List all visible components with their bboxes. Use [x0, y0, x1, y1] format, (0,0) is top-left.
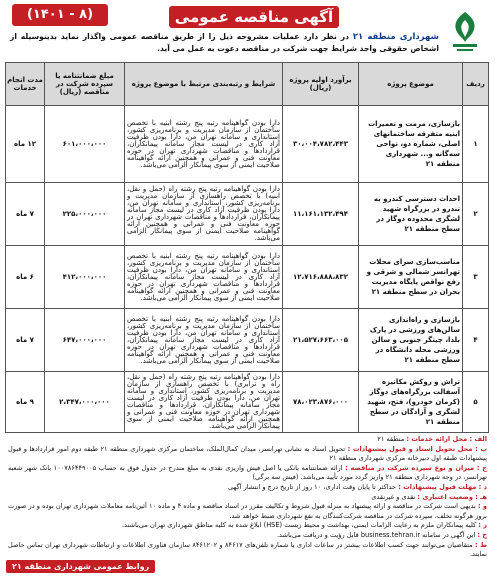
initial-estimate: ۱۲،۷۱۶،۸۸۸،۸۳۲: [283, 246, 359, 309]
ad-title: آگهی مناقصه عمومی: [169, 6, 339, 28]
col-header-duration: مدت انجام خدمات: [6, 63, 45, 106]
note-item: و : بدیهی است شرکت در مناقصه و ارائه پیشنهاد به منزله قبول شروط و تکالیف مقرر در اسناد مناقصه و ماده ۴ و ماده ۱۰ آئین‌نامه معاملات شهرداری تهران بوده و در صورت بروز هرگونه تخلف، سپرده شرکت در مناقصه شرکت‌کنندگان به نفع شهرداری ضبط خواهد شد.: [8, 502, 488, 520]
note-item: ز : کلیه پیمانکاران ملزم به رعایت الزامات ایمنی، بهداشت و محیط زیست (HSE) ابلاغ شده به کلیه مناطق شهرداری تهران می‌باشند.: [121, 521, 487, 530]
row-number: ۳: [463, 246, 489, 309]
service-duration: ۶ ماه: [6, 246, 45, 309]
row-number: ۵: [463, 372, 489, 433]
ad-number-badge: (۸ - ۱۴۰۱): [12, 4, 108, 26]
bid-guarantee: ۴۱۲،۰۰۰،۰۰۰: [45, 246, 125, 309]
bid-guarantee: ۲۲۵،۰۰۰،۰۰۰: [45, 183, 125, 246]
initial-estimate: ۱۱،۱۶۱،۱۳۲،۴۹۴: [283, 183, 359, 246]
project-subject: تراش و روکش مکانیزه آسفالت بزرگراه‌های دوگاز (کرمان خودرو)، فتح، شهید لشگری و آزادگان در سطح منطقه ۲۱: [359, 372, 463, 433]
table-row: [6, 309, 489, 372]
tehran-municipality-logo-icon: [443, 8, 487, 54]
public-relations-signature: روابط عمومی شهرداری منطقه ۲۱: [6, 560, 155, 573]
bid-guarantee: ۶۴۷،۰۰۰،۰۰۰: [45, 309, 125, 372]
eligibility-conditions: دارا بودن گواهینامه رتبه پنج رشته راه (حمل و نقل، ابنیه) با تخصص راهسازی از سازمان مدیریت و برنامه‌ریزی کشور، استانداری و سامانه تهران من، دارا بودن ظرفیت آزاد کاری در لیست مجاز سامانه پیمانکاران، قراردادها و مناقصات شهرداری تهران در حوزه معاونت فنی و عمرانی و همچنین ارائه گواهینامه صلاحیت ایمنی از سوی پیمانکار الزامی می‌باشد.: [125, 183, 283, 246]
tender-table: [5, 62, 489, 433]
bid-guarantee: ۲،۳۴۷،۰۰۰،۰۰۰: [45, 372, 125, 433]
eligibility-conditions: دارا بودن گواهینامه رتبه پنج رشته ابنیه با تخصص ساختمان از سازمان مدیریت و برنامه‌ریزی کشور، استانداری و سامانه تهران من، دارا بودن ظرفیت آزاد کاری در لیست مجاز سامانه پیمانکاران، قراردادها و مناقصات شهرداری تهران در حوزه معاونت فنی و عمرانی و همچنین ارائه گواهینامه صلاحیت ایمنی از سوی پیمانکار الزامی می‌باشد.: [125, 246, 283, 309]
note-item: ط : متقاضیان می‌توانند جهت کسب اطلاعات بیشتر در ساعات اداری با شماره تلفن‌های ۸۴۶۱۷ و ۸۴۶۱۲۰۲ سازمان فناوری اطلاعات و ارتباطات شهرداری تهران تماس حاصل نمایند.: [8, 540, 487, 559]
col-header-estimate: برآورد اولیه پروژه (ریال): [283, 63, 359, 106]
project-subject: احداث دسترسی کندرو به تندرو در بزرگراه شهید لشگری محدوده دوگاز در سطح منطقه ۲۱: [359, 183, 463, 246]
project-subject: بازسازی، مرمت و تعمیرات ابنیه متفرقه ساختمانهای اصلی، شماره دو، نواحی سه‌گانه و... شهرداری منطقه ۲۱: [359, 106, 463, 183]
note-item: ب : محل تحویل اسناد و قبول پیشنهادات : تحویل اسناد به نشانی تهرانسر، میدان کمال‌الملک، ساختمان مرکزی شهرداری منطقه ۲۱ طبقه دوم امور قراردادها و قبول پیشنهادات طبقه اول دبیرخانه مرکزی شهرداری منطقه ۲۱: [8, 444, 487, 463]
col-header-conditions: شرایط و رتبه‌بندی مرتبط با موضوع پروژه: [125, 63, 283, 106]
note-item: هـ : وضعیت اعتباری : نقدی و غیرنقدی: [371, 492, 487, 501]
table-row: [6, 372, 489, 433]
service-duration: ۷ ماه: [6, 309, 45, 372]
table-header-row: [6, 63, 489, 106]
project-subject: بازسازی و راه‌اندازی سالن‌های ورزشی در پارک بلدا، چیتگر جنوبی و سالن ورزشی محله دانشگاه در سطح منطقه ۲۱: [359, 309, 463, 372]
table-row: [6, 106, 489, 183]
project-subject: مناسب‌سازی سرای محلات تهرانسر شمالی و شرقی و رفع نواقص پایگاه مدیریت بحران در سطح منطقه ۲۱: [359, 246, 463, 309]
note-item: ج : میزان و نوع سپرده شرکت در مناقصه : ارائه ضمانتنامه بانکی یا اصل فیش واریزی نقدی به مبلغ مندرج در جدول فوق به حساب ۱۰۰۷۸۶۴۴۹۰۰۵ بانک شهر شعبه تهرانسر، در وجه شهرداری منطقه ۲۱ واریز گردد مورد تأیید می‌باشد. (فیش سه برگی): [8, 463, 487, 482]
ad-intro: [10, 31, 439, 55]
table-row: [6, 183, 489, 246]
row-number: ۲: [463, 183, 489, 246]
note-item: الف : محل ارائه خدمات : منطقه ۲۱: [377, 435, 487, 443]
row-number: ۴: [463, 309, 489, 372]
initial-estimate: ۳۰،۰۰۴،۷۸۲،۴۴۳: [283, 106, 359, 183]
initial-estimate: ۲۱،۵۲۷،۶۶۳،۰۰۵: [283, 309, 359, 372]
note-item: د : مهلت قبول پیشنهادات : حداکثر تا پایان وقت اداری، ۱۰ روز از تاریخ درج و انتشار آگهی: [227, 482, 487, 491]
eligibility-conditions: دارا بودن گواهینامه رتبه پنج رشته راه (حمل و نقل، راه و ترابری) با تخصص راهسازی از سازمان مدیریت و برنامه‌ریزی کشور، استانداری و سامانه تهران من، دارا بودن ظرفیت آزاد کاری در لیست مجاز سامانه پیمانکاران، قراردادها و مناقصات شهرداری تهران در حوزه معاونت فنی و عمرانی و همچنین ارائه گواهینامه صلاحیت ایمنی از سوی پیمانکار الزامی می‌باشد.: [125, 372, 283, 433]
intro-text: در نظر دارد عملیات مشروحه ذیل را از طریق مناقصه عمومی واگذار نماید بدینوسیله از اشخاص حقوقی واجد شرایط جهت شرکت در مناقصه دعوت به عمل می آید.: [10, 32, 439, 53]
service-duration: ۱۲ ماه: [6, 106, 45, 183]
initial-estimate: ۷۸،۰۲۳،۸۷۶،۰۰۰: [283, 372, 359, 433]
service-duration: ۹ ماه: [6, 372, 45, 433]
col-header-guarantee: مبلغ ضمانتنامه یا سپرده شرکت در مناقصه (ریال): [45, 63, 125, 106]
service-duration: ۷ ماه: [6, 183, 45, 246]
note-item: ح : این آگهی در سامانه business.tehran.ir قابل رؤیت و دریافت می‌باشد.: [276, 530, 487, 539]
tender-notes: [6, 433, 489, 560]
eligibility-conditions: دارا بودن گواهینامه رتبه پنج رشته ابنیه با تخصص ساختمان از سازمان مدیریت و برنامه‌ریزی کشور، استانداری و سامانه تهران من، دارا بودن ظرفیت آزاد کاری در لیست مجاز سامانه پیمانکاران، قراردادها و مناقصات شهرداری تهران در حوزه معاونت فنی و عمرانی و همچنین ارائه گواهینامه صلاحیت ایمنی از سوی پیمانکار الزامی می‌باشد.: [125, 106, 283, 183]
table-row: [6, 246, 489, 309]
col-header-row-no: ردیف: [463, 63, 489, 106]
row-number: ۱: [463, 106, 489, 183]
ad-header: [6, 4, 489, 60]
bid-guarantee: ۶۰۱،۰۰۰،۰۰۰: [45, 106, 125, 183]
org-name: شهرداری منطقه ۲۱: [352, 32, 439, 42]
eligibility-conditions: دارا بودن گواهینامه رتبه پنج رشته ابنیه با تخصص ساختمان از سازمان مدیریت و برنامه‌ریزی کشور، استانداری و سامانه تهران من، دارا بودن ظرفیت آزاد کاری در لیست مجاز سامانه پیمانکاران، قراردادها و مناقصات شهرداری تهران در حوزه معاونت فنی و عمرانی و همچنین ارائه گواهینامه صلاحیت ایمنی از سوی پیمانکار الزامی می‌باشد.: [125, 309, 283, 372]
col-header-subject: موضوع پروژه: [359, 63, 463, 106]
